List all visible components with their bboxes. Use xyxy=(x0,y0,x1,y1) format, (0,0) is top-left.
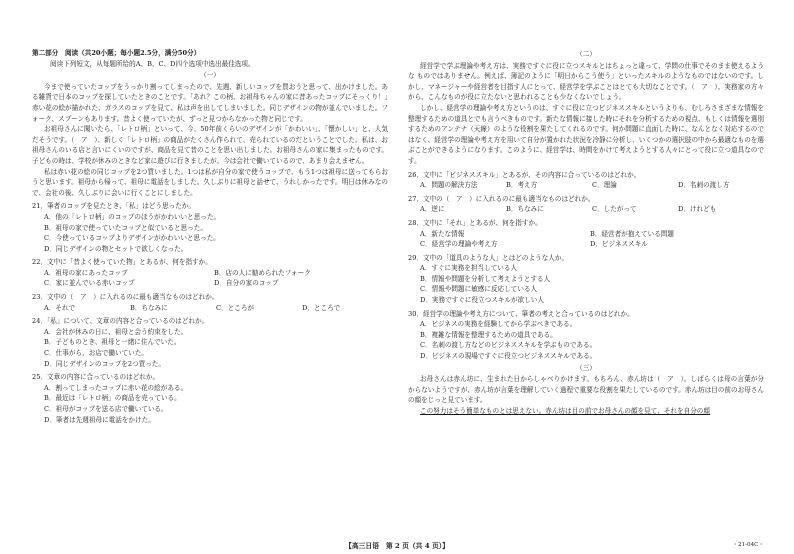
question-stem: 25．文章の内容に合っているのはどれか。 xyxy=(32,373,160,382)
question-25 xyxy=(32,372,388,425)
question-stem: 29．文中の「道具のような人」とはどのような人か。 xyxy=(408,253,569,262)
option: D．自分の家のコップ xyxy=(214,279,279,288)
option: B．店の人に勧められたフォーク xyxy=(214,268,311,277)
option: C．理論 xyxy=(592,181,617,190)
question-stem: 21．筆者のコップを見たとき、「私」はどう思ったか。 xyxy=(32,202,195,211)
question-26 xyxy=(408,170,764,191)
passage2-paragraph: 経営学で学ぶ理論や考え方は、実務ですぐに役に立つスキルとはちょっと違って、学問の仕事でそのまま使えるような ものではありません。例えば、簿記のように「明日からこう使う」といったスキルのようなものではないのです。しかし、マネージャーや経営者を目指す人にとって、経営学を学ぶことはとても大切なことです。（ ア ）、実務家の方々から、こんなものが役に立たないと思われることも少なくないでしょう。 xyxy=(408,61,764,102)
question-30 xyxy=(408,309,764,362)
option: A．それで xyxy=(44,303,76,312)
option: B．子どものとき、祖母と一緒に住んでいた。 xyxy=(44,338,181,347)
option: A．逆に xyxy=(420,205,445,214)
option: C．今使っているコップよりデザインがかわいいと思った。 xyxy=(44,234,220,243)
question-23 xyxy=(32,292,388,313)
option: D．同じデザインのコップを2つ買った。 xyxy=(44,359,165,368)
option: D．名刺の渡し方 xyxy=(678,181,730,190)
option: B．最近は「レトロ柄」の商品を売っている。 xyxy=(44,394,181,403)
option: C．仕事がら、お店で働いていた。 xyxy=(44,349,148,358)
passage2-paragraph: しかし、経営学の理論や考え方というのは、すぐに役に立つビジネススキルというよりも、むしろさまざまな情報を整理するための道具とでも言うべきものです。新たな情報に接した時にそれを分析するための視点、もしくは情報を選別するためのアンテナ（天線）のような役割を果たしてくれるのです。何か問題に直面した時に、なんとなく対応するのではなく、経営学の理論や考え方を用いて自分が置かれた状況を冷静に分析し、いくつかの選択肢の中から最適なものを選ぶことができるようになります。このように、経営学は、時間をかけて考えようとする人々にとって役に立つ道具なのです。 xyxy=(408,103,764,165)
question-stem: 26．文中に「ビジネススキル」とあるが、その内容に合っているのはどれか。 xyxy=(408,170,641,179)
option: D．筆者は先週祖母に電話をかけた。 xyxy=(44,415,155,424)
option: B．考え方 xyxy=(506,181,538,190)
question-29 xyxy=(408,253,764,306)
passage1-paragraph: お祖母さんに聞いたら、「レトロ柄」といって、今、50年前くらいのデザインが「かわいい」、「懐かしい」と、人気だそうです。（ ア ）、新しく「レトロ柄」の商品がたくさん作られて、売られているのだということでした。私は、お祖母さんのいる店と言いにくいのですが、商品を見て昔のことを思い出しました。お祖母さんの家に集まったものです。子どもの時は、学校が休みのときなど家に遊びに行きましたが、今は会社で働いているので、あまり会えません。 xyxy=(32,125,388,165)
option: B．ちなみに xyxy=(506,205,544,214)
option: C．名刺の渡し方などのビジネススキルを学ぶものである。 xyxy=(420,341,597,350)
option: C．経営学の理論や考え方 xyxy=(420,240,498,249)
option: C．家に並んでいる赤いコップ xyxy=(44,279,135,288)
option: C．祖母がコップを送る店で働いている。 xyxy=(44,405,168,413)
exam-code: ・21-04C・ xyxy=(732,542,764,548)
option: B．ちなみに xyxy=(130,303,168,312)
question-24 xyxy=(32,316,388,369)
section-instruction: 阅读下列短文，从每题所给的A、B、C、D四个选项中选出最佳选项。 xyxy=(50,59,255,68)
option: A．他の「レトロ柄」のコップのほうがかわいいと思った。 xyxy=(44,212,221,221)
option: B．経営者が抱えている問題 xyxy=(590,229,674,238)
page-footer: 【高三日语 第 2 页（共 4 页）】 xyxy=(345,542,449,550)
question-27 xyxy=(408,194,764,215)
option: B．複雑な情報を整理するための道具である。 xyxy=(420,330,557,339)
option: D．実務ですぐに役立つスキルが欲しい人 xyxy=(420,296,544,305)
option: D．ビジネススキル xyxy=(590,240,648,249)
option: B．祖母の家で使っていたコップと似ていると思った。 xyxy=(44,223,207,232)
question-stem: 22．文中に「昔よく使っていた物」とあるが、何を指すか。 xyxy=(32,258,212,267)
option: D．同じデザインの物とセットで欲しくなった。 xyxy=(44,244,188,253)
question-stem: 23．文中の（ ア ）に入れるのに最も適当なものはどれか。 xyxy=(32,293,219,302)
option: C．情報や問題に敏感に反応している人 xyxy=(420,285,538,294)
passage1-paragraph: 今まで使っていたコップをうっかり割ってしまったので、先週、新しいコップを買おうと思って、出かけました。ある雑貨で日本のコップを探していたときのことです。「あれ？この柄、お祖母ちゃんの家に昔あったコップにそっくり！」赤い花の絵が描かれた、ガラスのコップを見て、私は声を出してしまいました。同じデザインの物が並んでいました。フォーク、スプーンもあります。昔よく使っていたが、ずっと見つからなかった物と同じです。 xyxy=(32,82,388,123)
question-28 xyxy=(408,218,764,250)
passage1-number: （一） xyxy=(200,71,220,80)
question-stem: 30．経営学の理論や考え方について、筆者の考えと合っているのはどれか。 xyxy=(408,309,634,318)
option: D．ビジネスの現場ですぐに役立つビジネススキルである。 xyxy=(420,352,597,361)
question-22 xyxy=(32,257,388,289)
option: A．祖母の家にあったコップ xyxy=(44,268,128,277)
option: A．すぐに実務を担当している人 xyxy=(420,264,518,273)
option: A．新たな情報 xyxy=(420,229,465,238)
question-stem: 28．文中に「それ」とあるが、何を指すか。 xyxy=(408,218,542,227)
option: A．割ってしまったコップに赤い花の絵がある。 xyxy=(44,383,188,392)
section-title: 第二部分 阅读（共20小题；每小题2.5分，满分50分） xyxy=(32,49,201,57)
question-21 xyxy=(32,201,388,254)
option: A．問題の解決方法 xyxy=(420,181,478,190)
left-column xyxy=(32,48,388,425)
passage2-number: （二） xyxy=(576,50,596,58)
option: B．情報や問題を分析して考えようとする人 xyxy=(420,274,551,283)
question-stem: 27．文中の（ ア ）に入れるのに最も適当なものはどれか。 xyxy=(408,194,595,203)
option: D．けれども xyxy=(678,205,717,214)
right-column xyxy=(408,48,764,417)
option: C．ところが xyxy=(216,303,255,312)
passage3-number: （三） xyxy=(576,363,596,372)
question-stem: 24．「私」について、文章の内容と合っているのはどれか。 xyxy=(32,317,209,326)
option: D．ところで xyxy=(302,303,341,312)
passage3-paragraph: この努力はそう簡単なものとは思えない。赤ん坊は目の前でお母さんの顔を見て、それを自分の顔 xyxy=(420,407,710,415)
option: A．ビジネスの実務を経験してから学ぶべきである。 xyxy=(420,320,577,329)
option: C．したがって xyxy=(592,205,637,214)
option: A．会社が休みの日に、祖母と会う約束をした。 xyxy=(44,327,188,336)
passage1-paragraph: 私は赤い花の絵の同じコップを2つ買いました。1つは私が自分の家で使うコップで、もう1つは祖母に送ってもらおうと思います。祖母から帰って、祖母に電話をしました。久しぶりに祖母と話せて、うれしかったです。明日は休みなので、会社の後、久しぶりに会いに行くことにしました。 xyxy=(32,167,388,197)
passage3-paragraph: お母さんは赤ん坊に、生まれた日からしゃべりかけます。もちろん、赤ん坊は（ ア ）。しばらくは母の言葉が分からないようですが、赤ん坊が言葉を理解していく過程で重要な役割を果たしているのです。赤ん坊は目の前のお母さんの顔をじっと見ています。 xyxy=(408,375,764,405)
